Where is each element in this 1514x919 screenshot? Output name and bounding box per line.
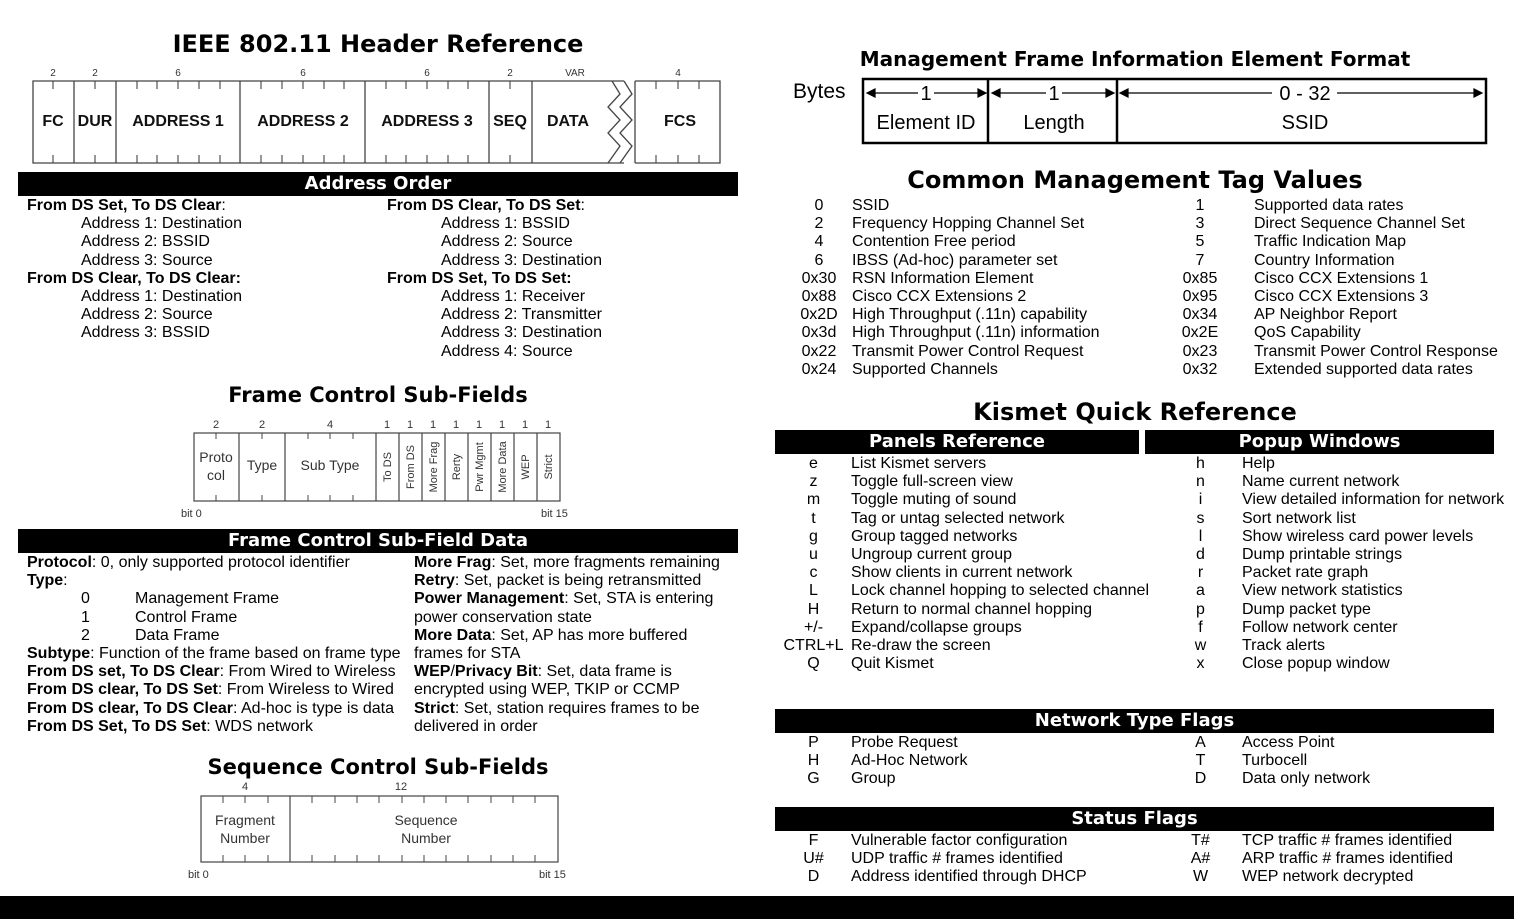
description-cell: QoS Capability (1254, 324, 1361, 342)
ie-bytes-label: Bytes (793, 80, 846, 103)
address-line: Address 3: Destination (441, 251, 602, 269)
description-cell: Follow network center (1242, 618, 1398, 636)
fc-subtype-line: Subtype: Function of the frame based on frame type (27, 645, 401, 663)
key-cell: d (1196, 546, 1205, 564)
kismet-key-row (776, 528, 1512, 546)
header-byte-count: 2 (507, 68, 513, 79)
description-cell: Cisco CCX Extensions 1 (1254, 269, 1429, 287)
key-cell: p (1196, 600, 1205, 618)
kismet-key-row (776, 455, 1512, 473)
fc-field-retry: Rerty (451, 453, 463, 481)
fc-field-subtype: Sub Type (300, 457, 360, 473)
description-cell: Dump printable strings (1242, 546, 1403, 564)
fc-data-left (27, 554, 401, 736)
key-cell: 5 (1195, 233, 1205, 251)
ie-size: 1 (1048, 83, 1060, 105)
description-cell: Sort network list (1242, 509, 1356, 527)
tag-row (786, 215, 1504, 233)
fc-field-more-frag: More Frag (428, 441, 440, 493)
seq-bit-start: bit 0 (188, 869, 209, 881)
status-flags-title: Status Flags (1071, 808, 1198, 829)
tag-row (786, 324, 1504, 342)
key-cell: T (1195, 752, 1206, 770)
fc-ds-line: From DS Set, To DS Set: WDS network (27, 717, 313, 735)
key-cell: A (1195, 734, 1206, 751)
description-cell: Turbocell (1242, 752, 1308, 770)
address-order-bar (18, 172, 738, 196)
key-cell: 4 (814, 233, 824, 251)
tag-row (786, 270, 1504, 288)
kismet-key-row (776, 619, 1512, 637)
key-cell: h (1196, 455, 1205, 472)
tag-row (786, 197, 1504, 215)
key-cell: n (1196, 473, 1205, 491)
description-cell: High Throughput (.11n) information (852, 324, 1100, 342)
header-byte-count: 2 (92, 68, 98, 79)
status-flag-row (776, 832, 1512, 850)
key-cell: 7 (1195, 251, 1205, 269)
description-cell: Close popup window (1242, 655, 1390, 673)
fc-strict-line: Strict: Set, station requires frames to be delivered in order (414, 699, 700, 735)
key-cell: 0x24 (801, 360, 837, 378)
description-cell: Show wireless card power levels (1242, 527, 1474, 545)
description-cell: Frequency Hopping Channel Set (852, 215, 1085, 233)
address-line: Address 2: Transmitter (441, 306, 602, 324)
fc-bit-count: 1 (521, 419, 529, 431)
key-cell: D (807, 868, 820, 886)
description-cell: TCP traffic # frames identified (1242, 832, 1453, 849)
tag-row (786, 343, 1504, 361)
fc-type-item: 1 Control Frame (81, 608, 238, 626)
panels-reference-title: Panels Reference (869, 431, 1045, 452)
fc-bit-count: 1 (452, 419, 460, 431)
key-cell: 0x34 (1182, 306, 1218, 324)
fc-bit-count: 4 (326, 419, 334, 431)
fc-ds-line: From DS set, To DS Clear: From Wired to Wireless (27, 663, 396, 681)
key-cell: D (1194, 770, 1207, 788)
key-cell: 0x23 (1182, 342, 1218, 360)
description-cell: Name current network (1242, 473, 1400, 491)
tag-row (786, 252, 1504, 270)
description-cell: View network statistics (1242, 582, 1403, 600)
description-cell: WEP network decrypted (1242, 868, 1414, 886)
key-cell: T# (1191, 832, 1210, 849)
description-cell: RSN Information Element (852, 269, 1034, 287)
kismet-title: Kismet Quick Reference (973, 398, 1297, 426)
key-cell: L (809, 582, 818, 600)
address-line: Address 2: Source (81, 306, 213, 324)
description-cell: Ungroup current group (851, 546, 1012, 564)
network-flag-row (776, 770, 1512, 788)
seq-bit-end: bit 15 (539, 869, 566, 881)
kismet-key-row (776, 473, 1512, 491)
key-cell: r (1197, 564, 1204, 582)
network-flag-row (776, 752, 1512, 770)
fc-more-frag-line: More Frag: Set, more fragments remaining (414, 554, 720, 571)
seq-field-fragment: Fragment Number (215, 812, 275, 846)
fc-bit-count: 2 (212, 419, 220, 431)
description-cell: Data only network (1242, 770, 1371, 788)
description-cell: ARP traffic # frames identified (1242, 850, 1454, 868)
key-cell: 0x32 (1182, 360, 1218, 378)
address-line: Address 3: Destination (441, 324, 602, 342)
fc-field-protocol: Proto col (199, 449, 233, 483)
key-cell: 0x2E (1181, 324, 1219, 342)
description-cell: Tag or untag selected network (851, 509, 1065, 527)
fc-field-strict: Strict (543, 454, 555, 480)
network-flags-title: Network Type Flags (1034, 710, 1235, 731)
frame-control-diagram (176, 414, 576, 522)
fc-more-data-line: More Data: Set, AP has more buffered frames for STA (414, 626, 688, 663)
address-line: Address 2: BSSID (81, 233, 210, 251)
description-cell: Packet rate graph (1242, 564, 1369, 582)
address-order-right (387, 197, 602, 361)
header-field-label: FCS (664, 113, 696, 130)
description-cell: Toggle muting of sound (851, 491, 1017, 509)
address-line: Address 1: Destination (81, 215, 242, 233)
key-cell: Q (807, 655, 820, 673)
description-cell: IBSS (Ad-hoc) parameter set (852, 251, 1058, 269)
tag-row (786, 288, 1504, 306)
address-group-heading: From DS Clear, To DS Set: (387, 197, 585, 214)
tag-values-title: Common Management Tag Values (907, 166, 1363, 194)
fc-retry-line: Retry: Set, packet is being retransmitted (414, 572, 702, 590)
key-cell: 0x88 (801, 288, 837, 306)
ie-field-length: Length (1023, 112, 1085, 134)
key-cell: A# (1190, 850, 1211, 868)
header-byte-count: 6 (175, 68, 181, 79)
header-byte-count: 6 (424, 68, 430, 79)
key-cell: w (1194, 637, 1207, 655)
fc-protocol-line: Protocol: 0, only supported protocol identifier (27, 554, 350, 571)
fc-data-right (414, 554, 732, 736)
popup-windows-title: Popup Windows (1238, 431, 1401, 452)
fc-field-to-ds: To DS (382, 452, 394, 482)
key-cell: 0 (814, 197, 824, 214)
description-cell: Address identified through DHCP (851, 868, 1087, 886)
seq-field-sequence: Sequence Number (394, 812, 458, 846)
description-cell: Cisco CCX Extensions 3 (1254, 288, 1429, 306)
header-field-label: FC (42, 113, 64, 130)
seq-control-title: Sequence Control Sub-Fields (207, 755, 549, 779)
tag-row (786, 306, 1504, 324)
network-flag-row (776, 734, 1512, 752)
fc-bit-count: 1 (498, 419, 506, 431)
seq-control-diagram (184, 778, 584, 884)
ie-field-element-id: Element ID (876, 112, 976, 134)
address-order-left (27, 197, 242, 343)
address-line: Address 1: Receiver (441, 288, 586, 306)
address-group-heading: From DS Set, To DS Set: (387, 269, 572, 287)
popup-windows-bar (1145, 430, 1494, 454)
description-cell: Expand/collapse groups (851, 618, 1022, 636)
ie-format-title: Management Frame Information Element Format (859, 47, 1411, 71)
description-cell: Vulnerable factor configuration (851, 832, 1068, 849)
ie-size: 1 (920, 83, 932, 105)
key-cell: 0x30 (801, 269, 837, 287)
frame-control-title: Frame Control Sub-Fields (228, 383, 528, 407)
fc-data-title: Frame Control Sub-Field Data (227, 530, 529, 551)
description-cell: Probe Request (851, 734, 958, 751)
description-cell: High Throughput (.11n) capability (852, 306, 1088, 324)
key-cell: m (806, 491, 821, 509)
panels-reference-bar (775, 430, 1139, 454)
fc-type-line: Type: (27, 572, 68, 590)
fc-type-item: 2 Data Frame (81, 626, 220, 644)
key-cell: c (809, 564, 818, 582)
key-cell: u (809, 546, 818, 564)
key-cell: CTRL+L (783, 637, 844, 655)
description-cell: Return to normal channel hopping (851, 600, 1093, 618)
key-cell: e (809, 455, 818, 472)
fc-field-from-ds: From DS (405, 445, 417, 489)
description-cell: Quit Kismet (851, 655, 934, 673)
tag-row (786, 361, 1504, 379)
fc-field-wep: WEP (520, 454, 532, 480)
header-byte-count: 6 (300, 68, 306, 79)
description-cell: Access Point (1242, 734, 1335, 751)
key-cell: l (1198, 527, 1203, 545)
key-cell: g (809, 527, 818, 545)
key-cell: z (809, 473, 818, 491)
fc-bit-count: 1 (406, 419, 414, 431)
description-cell: Contention Free period (852, 233, 1016, 251)
description-cell: Group tagged networks (851, 527, 1018, 545)
key-cell: x (1196, 655, 1205, 673)
key-cell: H (807, 600, 820, 618)
fc-field-more-data: More Data (497, 441, 509, 493)
seq-bit-count: 12 (394, 781, 408, 793)
header-reference-title: IEEE 802.11 Header Reference (172, 30, 584, 58)
key-cell: 3 (1195, 215, 1205, 233)
key-cell: i (1198, 491, 1203, 509)
fc-data-bar (18, 529, 738, 553)
header-field-label: DATA (546, 113, 590, 130)
key-cell: t (811, 509, 816, 527)
fc-bit-start: bit 0 (181, 508, 202, 520)
key-cell: 0x95 (1182, 288, 1218, 306)
fc-bit-end: bit 15 (541, 508, 568, 520)
description-cell: Direct Sequence Channel Set (1254, 215, 1465, 233)
fc-wep-line: WEP/Privacy Bit: Set, data frame is encrypted using WEP, TKIP or CCMP (414, 663, 680, 699)
address-line: Address 3: BSSID (81, 324, 210, 342)
seq-bit-count: 4 (241, 781, 249, 793)
kismet-key-row (776, 637, 1512, 655)
fc-ds-line: From DS clear, To DS Clear: Ad-hoc is type is data (27, 699, 394, 717)
address-line: Address 1: Destination (81, 288, 242, 306)
status-flag-row (776, 868, 1512, 886)
fc-type-item: 0 Management Frame (81, 590, 280, 608)
kismet-key-row (776, 655, 1512, 673)
description-cell: Extended supported data rates (1254, 360, 1473, 378)
key-cell: H (807, 752, 820, 770)
status-flags-bar (775, 807, 1494, 831)
description-cell: Supported data rates (1254, 197, 1404, 214)
kismet-key-row (776, 601, 1512, 619)
key-cell: P (808, 734, 819, 751)
description-cell: Cisco CCX Extensions 2 (852, 288, 1027, 306)
key-cell: G (807, 770, 820, 788)
description-cell: Transmit Power Control Request (852, 342, 1084, 360)
key-cell: +/- (803, 618, 824, 636)
address-line: Address 4: Source (441, 342, 573, 360)
ie-format-diagram (860, 76, 1492, 146)
description-cell: List Kismet servers (851, 455, 987, 472)
header-byte-count: 4 (675, 68, 681, 79)
description-cell: Lock channel hopping to selected channel (851, 582, 1149, 600)
tag-row (786, 233, 1504, 251)
description-cell: Transmit Power Control Response (1254, 342, 1498, 360)
address-line: Address 1: BSSID (441, 215, 570, 233)
description-cell: Group (851, 770, 896, 788)
address-line: Address 3: Source (81, 251, 213, 269)
description-cell: Traffic Indication Map (1254, 233, 1407, 251)
fc-field-type: Type (246, 457, 278, 473)
description-cell: Show clients in current network (851, 564, 1073, 582)
description-cell: Country Information (1254, 251, 1395, 269)
status-flag-row (776, 850, 1512, 868)
key-cell: 1 (1195, 197, 1205, 214)
fc-bit-count: 1 (544, 419, 552, 431)
header-field-label: SEQ (493, 113, 527, 130)
fc-field-pwr-mgmt: Pwr Mgmt (474, 442, 486, 492)
description-cell: Dump packet type (1242, 600, 1371, 618)
address-line: Address 2: Source (441, 233, 573, 251)
fc-bit-count: 2 (258, 419, 266, 431)
key-cell: F (808, 832, 819, 849)
header-field-label: ADDRESS 3 (381, 113, 473, 130)
kismet-key-row (776, 491, 1512, 509)
ie-size: 0 - 32 (1279, 83, 1331, 105)
address-order-title: Address Order (304, 173, 452, 194)
ieee-header-diagram (26, 62, 726, 168)
description-cell: SSID (852, 197, 890, 214)
key-cell: 2 (814, 215, 824, 233)
key-cell: 0x22 (801, 342, 837, 360)
description-cell: UDP traffic # frames identified (851, 850, 1063, 868)
key-cell: 0x85 (1182, 269, 1218, 287)
header-byte-count: 2 (50, 68, 56, 79)
fc-power-mgmt-line: Power Management: Set, STA is entering power conservation state (414, 590, 714, 626)
header-field-label: ADDRESS 2 (257, 113, 349, 130)
description-cell: Help (1242, 455, 1275, 472)
ie-field-ssid: SSID (1281, 112, 1329, 134)
key-cell: f (1198, 618, 1203, 636)
fc-bit-count: 1 (429, 419, 437, 431)
kismet-keys-table (776, 455, 1512, 673)
status-flags-table (776, 832, 1512, 887)
fc-ds-line: From DS clear, To DS Set: From Wireless to Wired (27, 681, 394, 699)
description-cell: Track alerts (1242, 637, 1325, 655)
fc-bit-count: 1 (383, 419, 391, 431)
key-cell: a (1196, 582, 1205, 600)
description-cell: Ad-Hoc Network (851, 752, 968, 770)
key-cell: W (1192, 868, 1209, 886)
tag-values-table (786, 197, 1504, 379)
kismet-key-row (776, 546, 1512, 564)
description-cell: Toggle full-screen view (851, 473, 1013, 491)
key-cell: 6 (814, 251, 824, 269)
address-group-heading: From DS Set, To DS Clear: (27, 197, 226, 214)
network-flags-table (776, 734, 1512, 789)
kismet-key-row (776, 510, 1512, 528)
kismet-key-row (776, 582, 1512, 600)
description-cell: Re-draw the screen (851, 637, 991, 655)
fc-bit-count: 1 (475, 419, 483, 431)
description-cell: Supported Channels (852, 360, 998, 378)
header-field-label: DUR (77, 113, 113, 130)
key-cell: U# (803, 850, 824, 868)
description-cell: AP Neighbor Report (1254, 306, 1397, 324)
key-cell: 0x3d (801, 324, 837, 342)
key-cell: s (1196, 509, 1205, 527)
header-byte-count: VAR (565, 68, 585, 79)
header-field-label: ADDRESS 1 (132, 113, 224, 130)
description-cell: View detailed information for network (1242, 491, 1505, 509)
bottom-border (0, 896, 1514, 919)
kismet-key-row (776, 564, 1512, 582)
address-group-heading: From DS Clear, To DS Clear: (27, 269, 241, 287)
key-cell: 0x2D (800, 306, 838, 324)
network-flags-bar (775, 709, 1494, 733)
